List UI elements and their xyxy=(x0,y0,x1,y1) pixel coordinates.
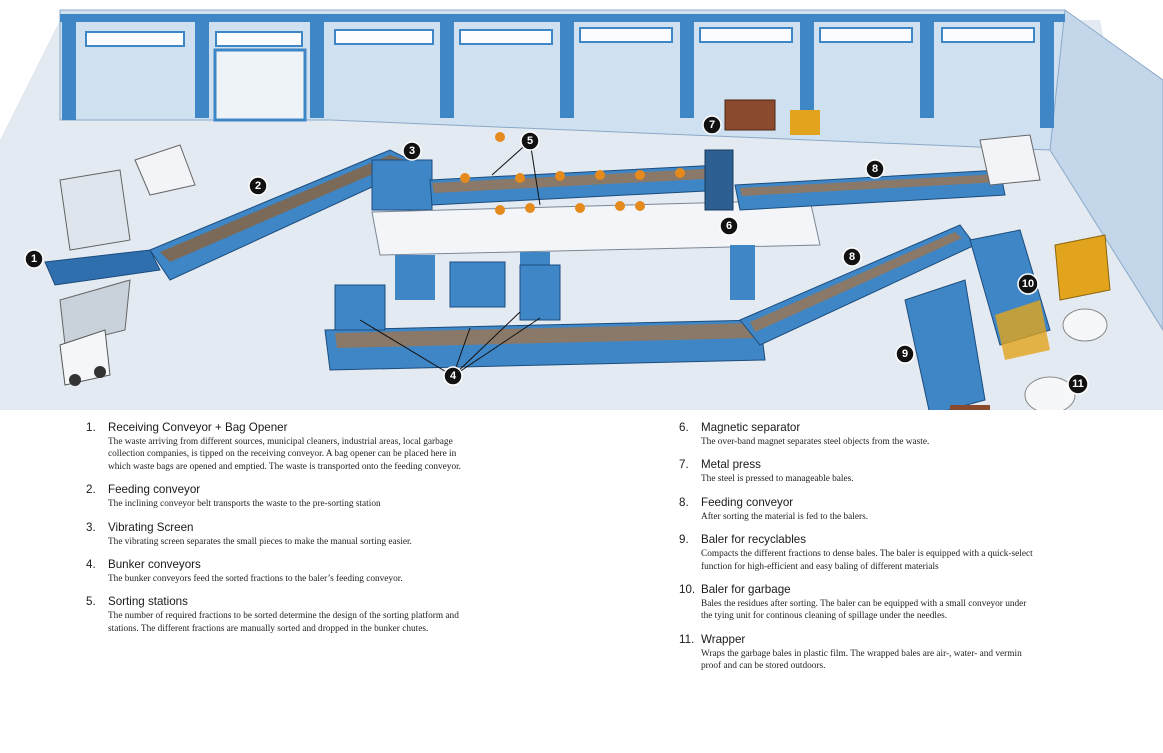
legend-item-number: 4. xyxy=(86,558,96,572)
legend-item-description: The inclining conveyor belt transports the waste to the pre-sorting station xyxy=(108,499,381,510)
legend-left-column xyxy=(86,420,466,644)
truck-right xyxy=(980,135,1040,185)
legend-item-heading xyxy=(679,420,1039,436)
legend-item-title: Sorting stations xyxy=(108,595,188,609)
marker-6-label: 6 xyxy=(725,220,733,232)
legend-item-description: Bales the residues after sorting. The baler can be equipped with a small conveyor under the tying unit for continous cleaning of spillage under the needles. xyxy=(701,599,1027,622)
legend-item-3 xyxy=(86,520,466,548)
legend-item-number: 9. xyxy=(679,533,689,547)
legend-item-title: Baler for garbage xyxy=(701,583,791,597)
marker-10-label: 10 xyxy=(1021,278,1035,290)
marker-8-upper xyxy=(866,160,884,178)
marker-11 xyxy=(1068,374,1088,394)
marker-1 xyxy=(25,250,43,268)
legend-item-description: The vibrating screen separates the small pieces to make the manual sorting easier. xyxy=(108,536,412,547)
legend-item-heading xyxy=(86,420,466,436)
marker-11-label: 11 xyxy=(1072,378,1084,390)
marker-5-label: 5 xyxy=(526,135,534,147)
marker-10 xyxy=(1018,274,1038,294)
legend-right-column xyxy=(679,420,1039,682)
legend-item-number: 2. xyxy=(86,483,96,497)
marker-9 xyxy=(896,345,914,363)
marker-2 xyxy=(249,177,267,195)
legend-item-10 xyxy=(679,582,1039,623)
legend-item-9 xyxy=(679,532,1039,573)
legend-item-11 xyxy=(679,632,1039,673)
magnetic-separator xyxy=(705,150,733,210)
marker-5 xyxy=(521,132,539,150)
legend-item-title: Metal press xyxy=(701,458,761,472)
marker-8-lower-label: 8 xyxy=(848,251,856,263)
marker-4-label: 4 xyxy=(449,370,457,382)
legend-item-number: 11. xyxy=(679,632,695,646)
legend-item-description: The number of required fractions to be sorted determine the design of the sorting platform and stations. The different fractions are manually sorted and dropped in the bunker chutes. xyxy=(108,611,459,634)
marker-7-label: 7 xyxy=(708,119,716,131)
legend-item-heading xyxy=(679,532,1039,548)
legend-item-title: Magnetic separator xyxy=(701,421,801,434)
legend-item-description: The bunker conveyors feed the sorted fractions to the baler’s feeding conveyor. xyxy=(108,574,403,585)
marker-2-label: 2 xyxy=(254,180,262,192)
legend-item-heading xyxy=(679,495,1039,511)
legend-item-number: 10. xyxy=(679,583,696,597)
legend-item-title: Receiving Conveyor + Bag Opener xyxy=(108,421,288,434)
legend-item-description: Compacts the different fractions to dense bales. The baler is equipped with a quick-select function for high-efficient and easy baling of different materials xyxy=(701,549,1033,572)
legend-item-6 xyxy=(679,420,1039,448)
marker-7 xyxy=(703,116,721,134)
legend-item-heading xyxy=(86,520,466,536)
legend-item-1 xyxy=(86,420,466,473)
legend-item-description: Wraps the garbage bales in plastic film. The wrapped bales are air-, water- and vermin proof and can be stored outdoors. xyxy=(701,648,1022,672)
legend-item-heading xyxy=(86,594,466,610)
legend-item-4 xyxy=(86,557,466,585)
legend-item-description: The steel is pressed to manageable bales. xyxy=(701,474,854,485)
legend-item-heading xyxy=(679,457,1039,473)
legend-item-7 xyxy=(679,457,1039,485)
marker-8-lower xyxy=(843,248,861,266)
legend-item-heading xyxy=(86,482,466,498)
legend-item-number: 5. xyxy=(86,595,96,609)
vibrating-screen xyxy=(372,160,432,210)
marker-6 xyxy=(720,217,738,235)
legend-item-description: After sorting the material is fed to the balers. xyxy=(701,511,869,522)
legend-item-description: The waste arriving from different sources, municipal cleaners, industrial areas, local garbage collection companies, is tipped on the receiving conveyor. A bag opener can be placed here in which waste bags are opened and emptied. The waste is transported onto the feeding conveyor. xyxy=(108,437,461,472)
marker-4 xyxy=(444,367,462,385)
top-beam xyxy=(60,14,1065,22)
legend-item-heading xyxy=(679,632,1039,648)
doorway xyxy=(215,50,305,120)
marker-1-label: 1 xyxy=(30,253,38,265)
legend-item-title: Bunker conveyors xyxy=(108,558,201,572)
legend-item-title: Feeding conveyor xyxy=(108,483,201,497)
legend-item-2 xyxy=(86,482,466,510)
legend-item-title: Feeding conveyor xyxy=(701,495,794,509)
legend-item-number: 1. xyxy=(86,421,96,434)
legend-item-title: Wrapper xyxy=(701,632,746,646)
legend-item-number: 3. xyxy=(86,520,96,534)
marker-3-label: 3 xyxy=(408,145,416,157)
marker-3 xyxy=(403,142,421,160)
legend-item-number: 6. xyxy=(679,421,689,434)
legend-item-title: Baler for recyclables xyxy=(701,533,807,547)
legend-item-heading xyxy=(679,582,1039,598)
legend-item-heading xyxy=(86,557,466,573)
legend-item-5 xyxy=(86,594,466,635)
legend-item-title: Vibrating Screen xyxy=(108,520,194,534)
marker-9-label: 9 xyxy=(901,348,909,360)
legend-item-description: The over-band magnet separates steel objects from the waste. xyxy=(701,437,930,447)
legend-item-number: 7. xyxy=(679,458,689,472)
marker-8-upper-label: 8 xyxy=(871,163,879,175)
legend-item-number: 8. xyxy=(679,495,689,509)
legend-item-8 xyxy=(679,495,1039,523)
